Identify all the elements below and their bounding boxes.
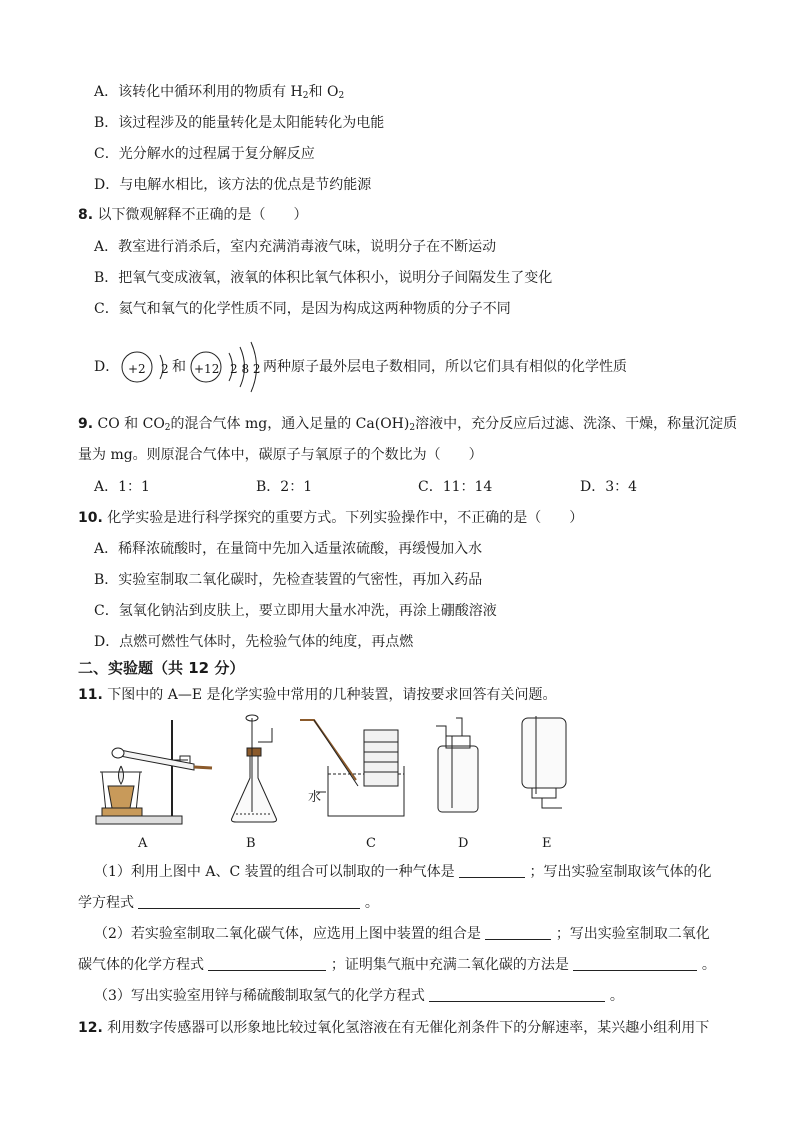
q7-option-b: B．该过程涉及的能量转化是太阳能转化为电能 [94,115,385,131]
helium-nucleus-label: +2 [128,362,146,376]
q11-part1-line1: （1）利用上图中 A、C 装置的组合可以制取的一种气体是 ；写出实验室制取该气体的化 [94,864,712,880]
answer-blank-2[interactable] [138,894,360,909]
q10-stem: 10. 化学实验是进行科学探究的重要方式。下列实验操作中，不正确的是（ ） [78,510,584,526]
q11-part1-line2: 学方程式 。 [78,895,379,911]
answer-blank-5[interactable] [573,956,697,971]
q8-option-a: A．教室进行消杀后，室内充满消毒液气味，说明分子在不断运动 [94,239,497,255]
q9-option-a: A．1：1 [94,479,150,495]
q9-option-c: C．11：14 [418,479,493,495]
magnesium-nucleus-label: +12 [194,362,220,376]
answer-blank-4[interactable] [208,956,326,971]
answer-blank-6[interactable] [429,987,605,1002]
q11-stem: 11. 下图中的 A—E 是化学实验中常用的几种装置，请按要求回答有关问题。 [78,687,557,703]
q7-option-d: D．与电解水相比，该方法的优点是节约能源 [94,177,372,193]
q10-option-a: A．稀释浓硫酸时，在量筒中先加入适量浓硫酸，再缓慢加入水 [94,541,483,557]
apparatus-d [436,718,478,812]
q8-option-b: B．把氧气变成液氧，液氧的体积比氧气体积小，说明分子间隔发生了变化 [94,270,553,286]
helium-shell-count: 2 [161,362,169,376]
apparatus-e [522,716,566,808]
q11-part2-line2: 碳气体的化学方程式 ；证明集气瓶中充满二氧化碳的方法是 。 [78,957,716,973]
answer-blank-3[interactable] [485,925,551,940]
section-title: 二、实验题（共 12 分） [78,659,245,677]
q8-option-d-text: 两种原子最外层电子数相同，所以它们具有相似的化学性质 [263,359,627,375]
q9-option-d: D．3：4 [580,479,638,495]
apparatus-label-e: E [542,836,552,851]
apparatus-label-b: B [246,836,256,851]
q10-option-d: D．点燃可燃性气体时，先检验气体的纯度，再点燃 [94,634,414,650]
q12-stem: 12. 利用数字传感器可以形象地比较过氧化氢溶液在有无催化剂条件下的分解速率，某兴趣小组利用下 [78,1020,710,1036]
apparatus-label-a: A [138,836,148,851]
q9-option-b: B．2：1 [256,479,313,495]
q8-option-d-label: D． [94,359,120,375]
apparatus-label-c: C [366,836,376,851]
q8-and: 和 [172,359,186,375]
q7-option-a: A．该转化中循环利用的物质有 $H_2$和 $O_2$ [94,84,345,101]
lab-apparatus-figure [90,712,580,834]
q8-option-c: C．氦气和氧气的化学性质不同，是因为构成这两种物质的分子不同 [94,301,511,317]
apparatus-label-d: D [458,836,469,851]
q11-part3: （3）写出实验室用锌与稀硫酸制取氢气的化学方程式 。 [94,988,624,1004]
apparatus-a [96,720,212,824]
apparatus-b [232,715,277,822]
q10-option-c: C．氢氧化钠沾到皮肤上，要立即用大量水冲洗，再涂上硼酸溶液 [94,603,497,619]
q10-option-b: B．实验室制取二氧化碳时，先检查装置的气密性，再加入药品 [94,572,483,588]
answer-blank-1[interactable] [459,863,525,878]
q7-option-c: C．光分解水的过程属于复分解反应 [94,146,315,162]
q9-stem-line2: 量为 mg。则原混合气体中，碳原子与氧原子的个数比为（ ） [78,447,483,463]
water-label: 水 [308,790,322,805]
q8-stem: 8. 以下微观解释不正确的是（ ） [78,207,308,223]
magnesium-shell-counts: 2 8 2 [230,362,261,376]
q11-part2-line1: （2）若实验室制取二氧化碳气体，应选用上图中装置的组合是 ；写出实验室制取二氧化 [94,926,710,942]
q9-stem-line1: 9. CO 和 $CO_2$的混合气体 mg，通入足量的 $Ca(OH)_2$溶液中，充分反应后过滤、洗涤、干燥，称量沉淀质 [78,416,738,433]
